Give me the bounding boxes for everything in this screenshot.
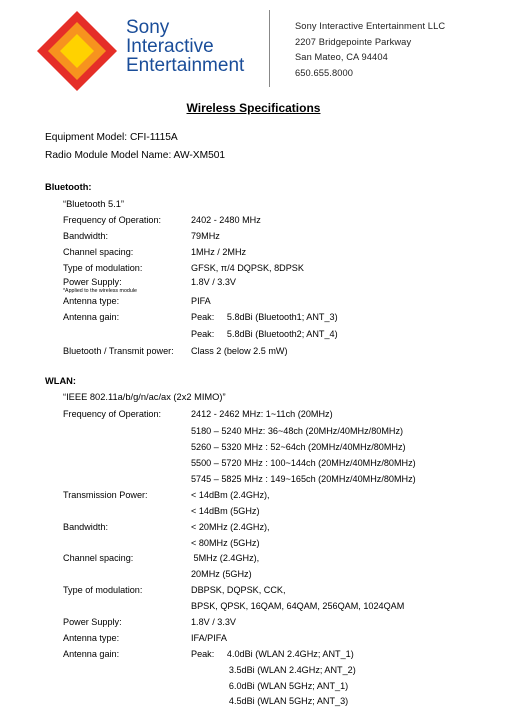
- company-wordmark: [126, 18, 244, 75]
- spec-label: Type of modulation:: [63, 263, 143, 273]
- company-address: [295, 19, 445, 81]
- spec-value: 2402 - 2480 MHz: [191, 215, 261, 225]
- spec-value: IFA/PIFA: [191, 633, 227, 643]
- bluetooth-heading: Bluetooth:: [45, 182, 92, 192]
- spec-label: Power Supply:: [63, 277, 122, 287]
- spec-label: Transmission Power:: [63, 490, 148, 500]
- spec-value: 1.8V / 3.3V: [191, 277, 236, 287]
- spec-value: 1MHz / 2MHz: [191, 247, 247, 257]
- spec-label: Frequency of Operation:: [63, 215, 162, 225]
- spec-value: 5MHz (2.4GHz),: [191, 553, 260, 563]
- spec-label: Bandwidth:: [63, 231, 108, 241]
- wordmark-line: Interactive: [126, 36, 214, 57]
- power-supply-note: *Applied to the wireless module: [63, 288, 137, 294]
- wordmark-line: Sony: [126, 17, 170, 38]
- spec-label: Antenna gain:: [63, 649, 120, 659]
- spec-value: 2412 - 2462 MHz: 1~11ch (20MHz): [191, 409, 333, 419]
- spec-value: 5745 – 5825 MHz : 149~165ch (20MHz/40MHz/80MHz): [191, 474, 416, 484]
- address-line: 650.655.8000: [295, 67, 354, 78]
- spec-value: < 14dBm (5GHz): [191, 506, 260, 516]
- spec-label: Frequency of Operation:: [63, 409, 162, 419]
- spec-label: Antenna type:: [63, 296, 120, 306]
- spec-label: Power Supply:: [63, 617, 122, 627]
- address-line: San Mateo, CA 94404: [295, 52, 388, 62]
- spec-value: < 14dBm (2.4GHz),: [191, 490, 270, 500]
- wlan-heading: WLAN:: [45, 376, 76, 386]
- header-divider: [269, 10, 270, 87]
- spec-value: 20MHz (5GHz): [191, 569, 252, 579]
- spec-value: PIFA: [191, 296, 211, 306]
- spec-value: BPSK, QPSK, 16QAM, 64QAM, 256QAM, 1024QAM: [191, 601, 405, 611]
- spec-label: Bandwidth:: [63, 522, 108, 532]
- spec-value: 5500 – 5720 MHz : 100~144ch (20MHz/40MHz/80MHz): [191, 458, 416, 468]
- spec-label: Type of modulation:: [63, 585, 143, 595]
- spec-label: Channel spacing:: [63, 247, 134, 257]
- spec-value: Peak: 5.8dBi (Bluetooth1; ANT_3): [191, 312, 338, 322]
- spec-value: < 80MHz (5GHz): [191, 538, 260, 548]
- wlan-standard: “IEEE 802.11a/b/g/n/ac/ax (2x2 MIMO)”: [63, 392, 226, 402]
- spec-value: 1.8V / 3.3V: [191, 617, 236, 627]
- spec-value: Peak: 4.0dBi (WLAN 2.4GHz; ANT_1): [191, 649, 354, 659]
- spec-label: Antenna gain:: [63, 312, 120, 322]
- spec-label: Channel spacing:: [63, 553, 134, 563]
- address-line: 2207 Bridgepointe Parkway: [295, 36, 412, 47]
- spec-value: DBPSK, DQPSK, CCK,: [191, 585, 286, 595]
- spec-value: 5180 – 5240 MHz: 36~48ch (20MHz/40MHz/80MHz): [191, 426, 404, 436]
- spec-value: 3.5dBi (WLAN 2.4GHz; ANT_2): [191, 665, 356, 675]
- spec-value: < 20MHz (2.4GHz),: [191, 522, 270, 532]
- spec-value: Class 2 (below 2.5 mW): [191, 346, 288, 356]
- spec-label: Antenna type:: [63, 633, 120, 643]
- equipment-model: Equipment Model: CFI-1115A: [45, 132, 178, 143]
- spec-value: GFSK, π/4 DQPSK, 8DPSK: [191, 263, 304, 273]
- wordmark-line: Entertainment: [126, 55, 245, 76]
- spec-value: 4.5dBi (WLAN 5GHz; ANT_3): [191, 696, 349, 706]
- bluetooth-version: “Bluetooth 5.1”: [63, 199, 124, 209]
- page-title: Wireless Specifications: [186, 101, 321, 115]
- spec-label: Bluetooth / Transmit power:: [63, 346, 174, 356]
- address-line: Sony Interactive Entertainment LLC: [295, 21, 446, 31]
- sie-logo-icon: [36, 10, 118, 92]
- spec-value: 5260 – 5320 MHz : 52~64ch (20MHz/40MHz/80MHz): [191, 442, 406, 452]
- spec-value: 79MHz: [191, 231, 220, 241]
- radio-module-name: Radio Module Model Name: AW-XM501: [45, 150, 226, 161]
- spec-value: 6.0dBi (WLAN 5GHz; ANT_1): [191, 681, 349, 691]
- spec-value: Peak: 5.8dBi (Bluetooth2; ANT_4): [191, 329, 338, 339]
